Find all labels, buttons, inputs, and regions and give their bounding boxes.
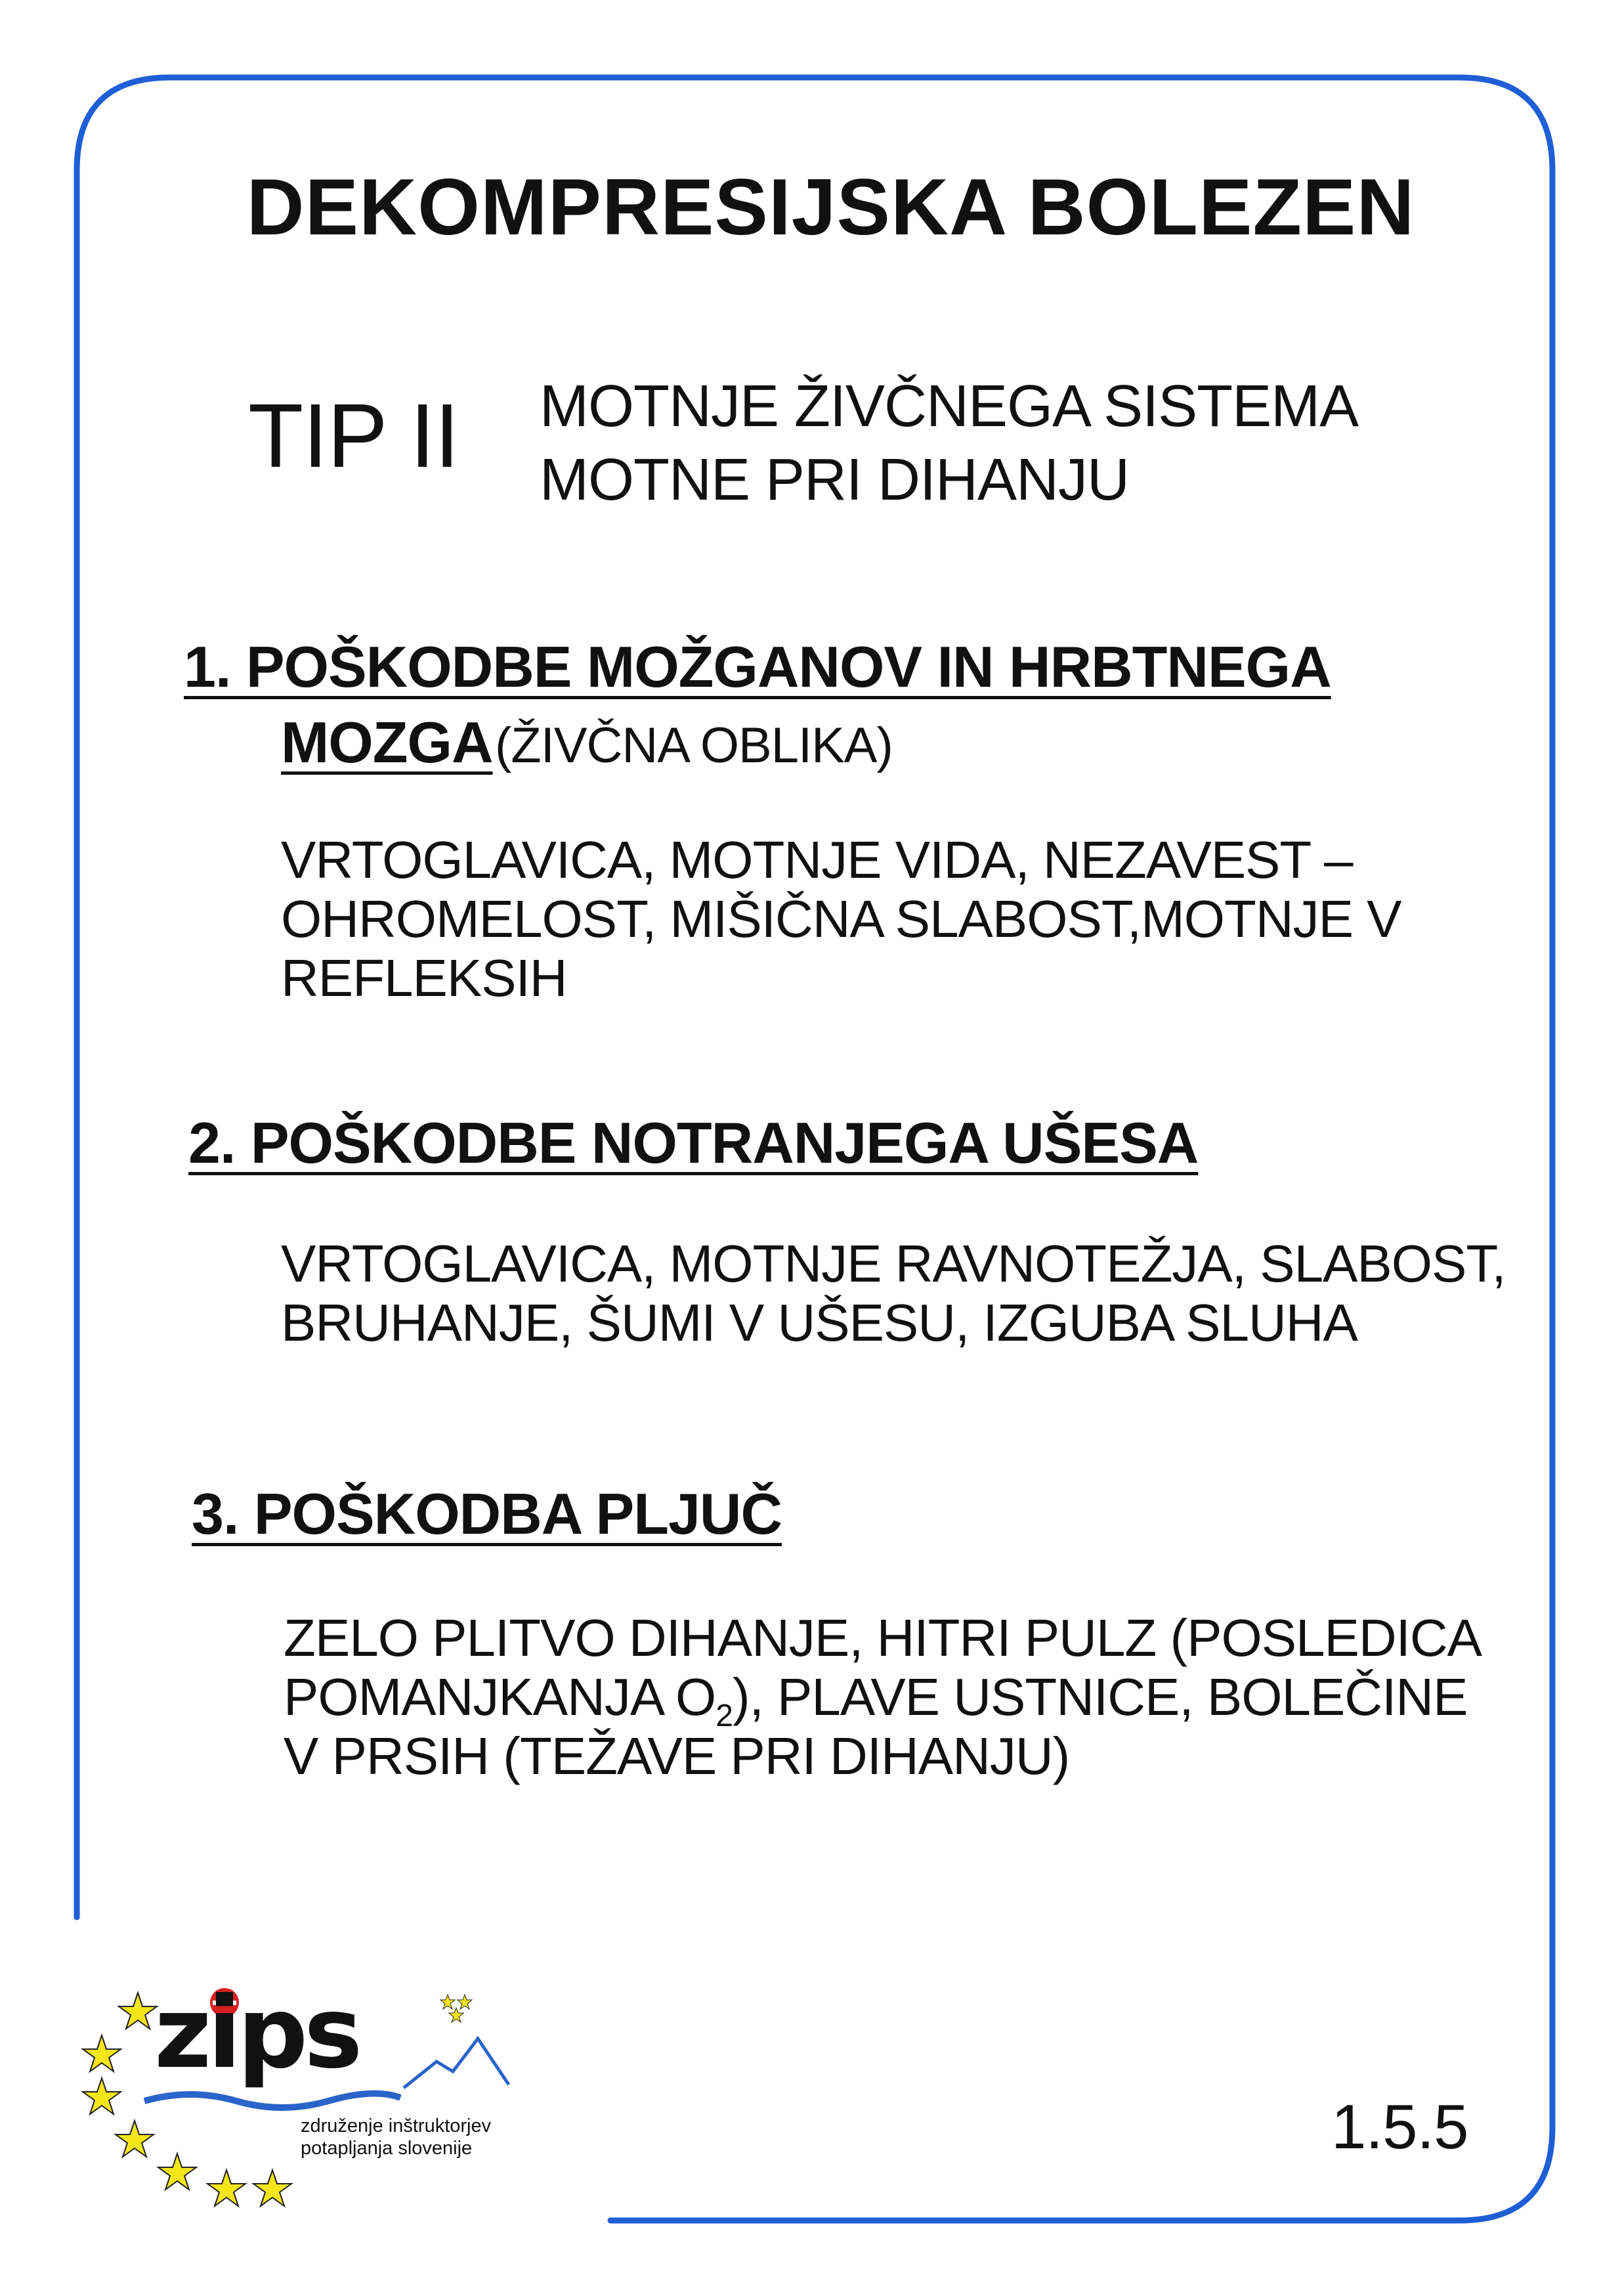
section-2-body-line-2: BRUHANJE, ŠUMI V UŠESU, IZGUBA SLUHA — [281, 1293, 1357, 1352]
section-1-body-line-2: OHROMELOST, MIŠIČNA SLABOST,MOTNJE V — [281, 890, 1401, 948]
subscript-2: 2 — [715, 1699, 733, 1733]
section-1-body-line-3: REFLEKSIH — [281, 949, 567, 1007]
section-1-body-line-1: VRTOGLAVICA, MOTNJE VIDA, NEZAVEST – — [281, 831, 1353, 889]
section-1-heading-suffix: (ŽIVČNA OBLIKA) — [494, 718, 893, 773]
small-star-icon — [440, 1995, 472, 2022]
logo-line-1: združenje inštruktorjev — [301, 2115, 492, 2136]
section-2-heading: 2. POŠKODBE NOTRANJEGA UŠESA — [188, 1110, 1199, 1175]
type-line-1: MOTNJE ŽIVČNEGA SISTEMA — [540, 374, 1359, 439]
type-label: TIP II — [248, 385, 459, 487]
section-3-body-line-1: ZELO PLITVO DIHANJE, HITRI PULZ (POSLEDICA — [284, 1609, 1482, 1667]
type-line-2: MOTNE PRI DIHANJU — [540, 447, 1130, 513]
section-3-body-line-3: V PRSIH (TEŽAVE PRI DIHANJU) — [284, 1727, 1070, 1785]
section-1-heading: 1. POŠKODBE MOŽGANOV IN HRBTNEGA — [184, 634, 1331, 699]
section-1-heading-line2: MOZGA — [281, 710, 493, 775]
section-3-body-line-2: POMANJKANJA $O_2$), PLAVE USTNICE, BOLEČINE — [284, 1668, 1468, 1733]
page-title: DEKOMPRESIJSKA BOLEZEN — [246, 162, 1415, 251]
logo-word: zips — [154, 1976, 359, 2090]
section-1-heading-cont — [281, 709, 893, 776]
wave-icon — [144, 2094, 400, 2108]
mountain-icon — [404, 2039, 509, 2088]
section-2-body-line-1: VRTOGLAVICA, MOTNJE RAVNOTEŽJA, SLABOST, — [281, 1234, 1506, 1293]
section-3-heading: 3. POŠKODBA PLJUČ — [192, 1481, 782, 1546]
logo-line-2: potapljanja slovenije — [301, 2138, 473, 2159]
page-number: 1.5.5 — [1331, 2092, 1468, 2162]
